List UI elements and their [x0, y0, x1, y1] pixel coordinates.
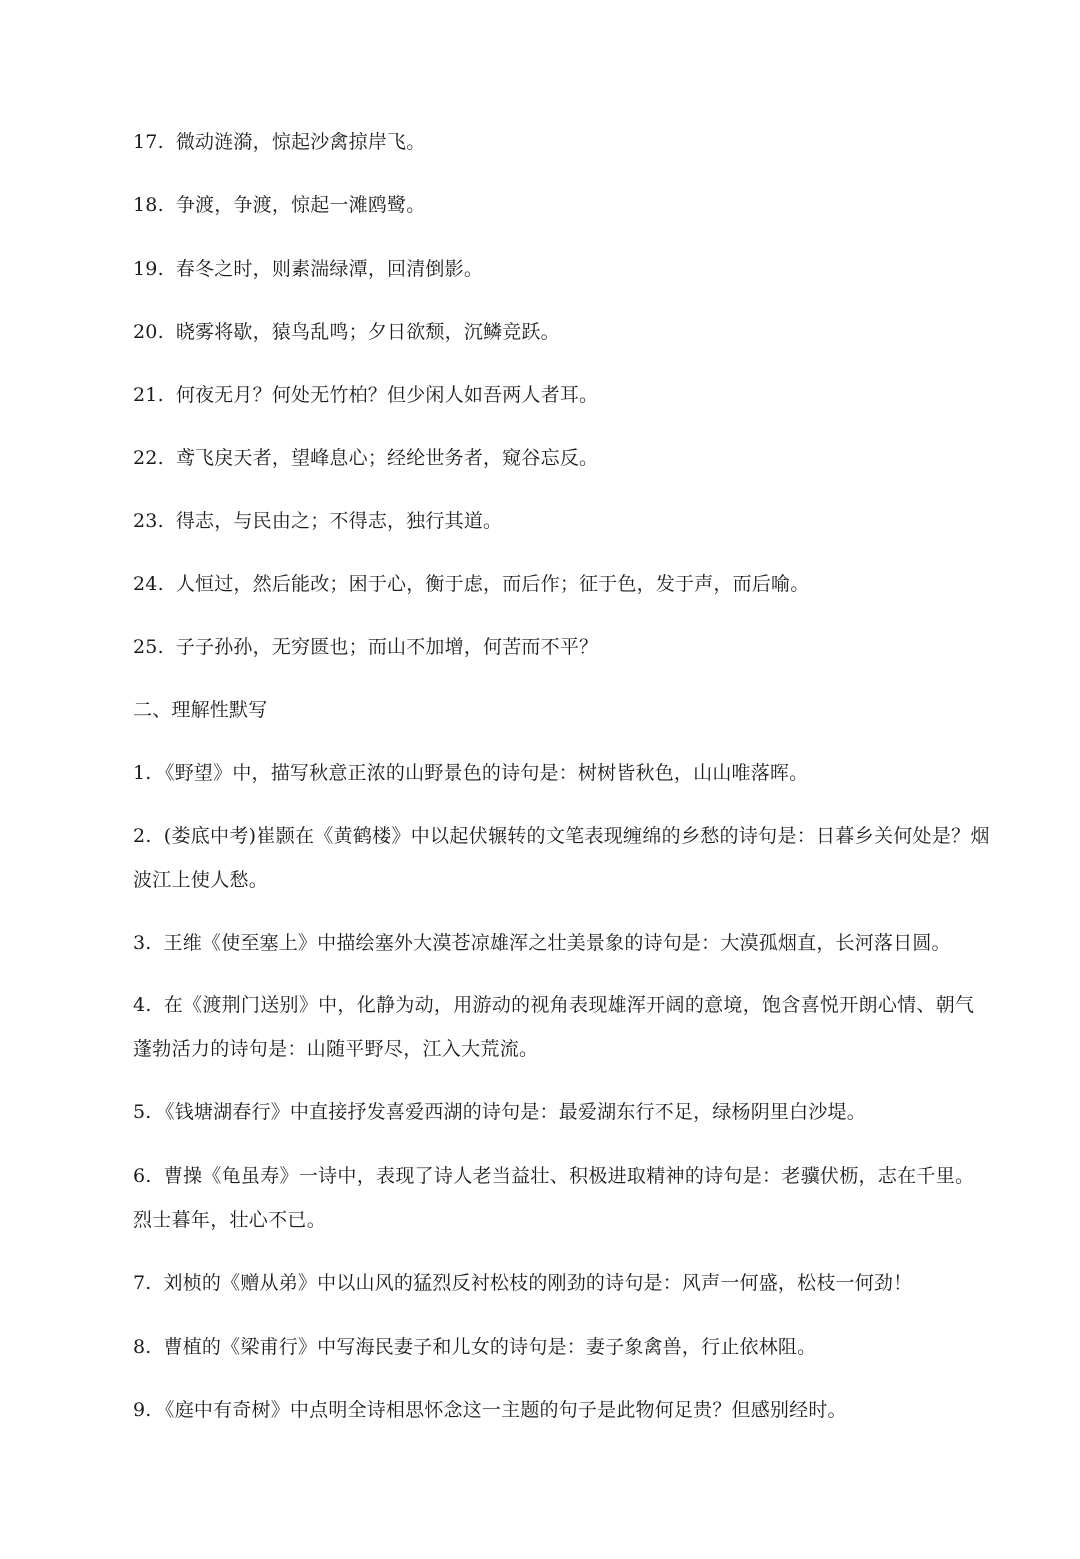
- item-text: 曹植的《梁甫行》中写海民妻子和儿女的诗句是：妻子象禽兽，行止依林阻。: [163, 1336, 817, 1358]
- item-text: 《庭中有奇树》中点明全诗相思怀念这一主题的句子是此物何足贵？但感别经时。: [155, 1399, 847, 1421]
- item-text: 鸢飞戾天者，望峰息心；经纶世务者，窥谷忘反。: [175, 447, 599, 469]
- list-item: [133, 572, 809, 596]
- list-item: [133, 383, 598, 407]
- item-number: 8.: [133, 1336, 152, 1358]
- list-item: [133, 1100, 866, 1124]
- list-item: [133, 635, 598, 659]
- item-number: 21.: [133, 384, 164, 406]
- list-item: [133, 983, 993, 1071]
- item-text: (娄底中考)崔颢在《黄鹤楼》中以起伏辗转的文笔表现缠绵的乡愁的诗句是：日暮乡关何处是？烟波江上使人愁。: [133, 825, 990, 891]
- item-number: 22.: [133, 447, 164, 469]
- item-text: 何夜无月？何处无竹柏？但少闲人如吾两人者耳。: [175, 384, 599, 406]
- item-text: 子子孙孙，无穷匮也；而山不加增，何苦而不平？: [175, 636, 599, 658]
- list-item: [133, 1271, 912, 1295]
- item-number: 1.: [133, 762, 152, 784]
- list-item: [133, 446, 598, 470]
- item-text: 王维《使至塞上》中描绘塞外大漠苍凉雄浑之壮美景象的诗句是：大漠孤烟直，长河落日圆。: [163, 932, 951, 954]
- item-number: 25.: [133, 636, 164, 658]
- list-item: [133, 1335, 816, 1359]
- list-item: [133, 814, 993, 902]
- item-text: 微动涟漪，惊起沙禽掠岸飞。: [175, 131, 426, 153]
- list-item: [133, 1398, 847, 1422]
- item-number: 6.: [133, 1165, 152, 1187]
- item-text: 春冬之时，则素湍绿潭，回清倒影。: [175, 258, 484, 280]
- item-number: 2.: [133, 825, 152, 847]
- list-item: [133, 257, 483, 281]
- item-number: 4.: [133, 994, 152, 1016]
- list-item: [133, 320, 560, 344]
- item-number: 24.: [133, 573, 164, 595]
- list-item: [133, 931, 951, 955]
- item-number: 20.: [133, 321, 164, 343]
- section-heading: 二、理解性默写: [133, 699, 268, 721]
- item-text: 得志，与民由之；不得志，独行其道。: [175, 510, 503, 532]
- item-number: 19.: [133, 258, 164, 280]
- item-text: 《钱塘湖春行》中直接抒发喜爱西湖的诗句是：最爱湖东行不足，绿杨阴里白沙堤。: [155, 1101, 866, 1123]
- item-text: 人恒过，然后能改；困于心，衡于虑，而后作；征于色，发于声，而后喻。: [175, 573, 810, 595]
- item-number: 9.: [133, 1399, 152, 1421]
- item-number: 18.: [133, 194, 164, 216]
- item-number: 5.: [133, 1101, 152, 1123]
- item-text: 在《渡荆门送别》中，化静为动，用游动的视角表现雄浑开阔的意境，饱含喜悦开朗心情、朝气蓬勃活力的诗句是：山随平野尽，江入大荒流。: [133, 994, 975, 1060]
- list-item: [133, 509, 502, 533]
- item-number: 3.: [133, 932, 152, 954]
- item-number: 23.: [133, 510, 164, 532]
- item-text: 刘桢的《赠从弟》中以山风的猛烈反衬松枝的刚劲的诗句是：风声一何盛，松枝一何劲！: [163, 1272, 913, 1294]
- item-text: 曹操《龟虽寿》一诗中，表现了诗人老当益壮、积极进取精神的诗句是：老骥伏枥，志在千里。烈士暮年，壮心不已。: [133, 1165, 975, 1231]
- list-item: [133, 761, 808, 785]
- item-text: 晓雾将歇，猿鸟乱鸣；夕日欲颓，沉鳞竞跃。: [175, 321, 560, 343]
- item-number: 7.: [133, 1272, 152, 1294]
- list-item: [133, 1154, 993, 1242]
- list-item: [133, 193, 425, 217]
- item-number: 17.: [133, 131, 164, 153]
- list-item: [133, 130, 425, 154]
- item-text: 争渡，争渡，惊起一滩鸥鹭。: [175, 194, 426, 216]
- item-text: 《野望》中，描写秋意正浓的山野景色的诗句是：树树皆秋色，山山唯落晖。: [155, 762, 809, 784]
